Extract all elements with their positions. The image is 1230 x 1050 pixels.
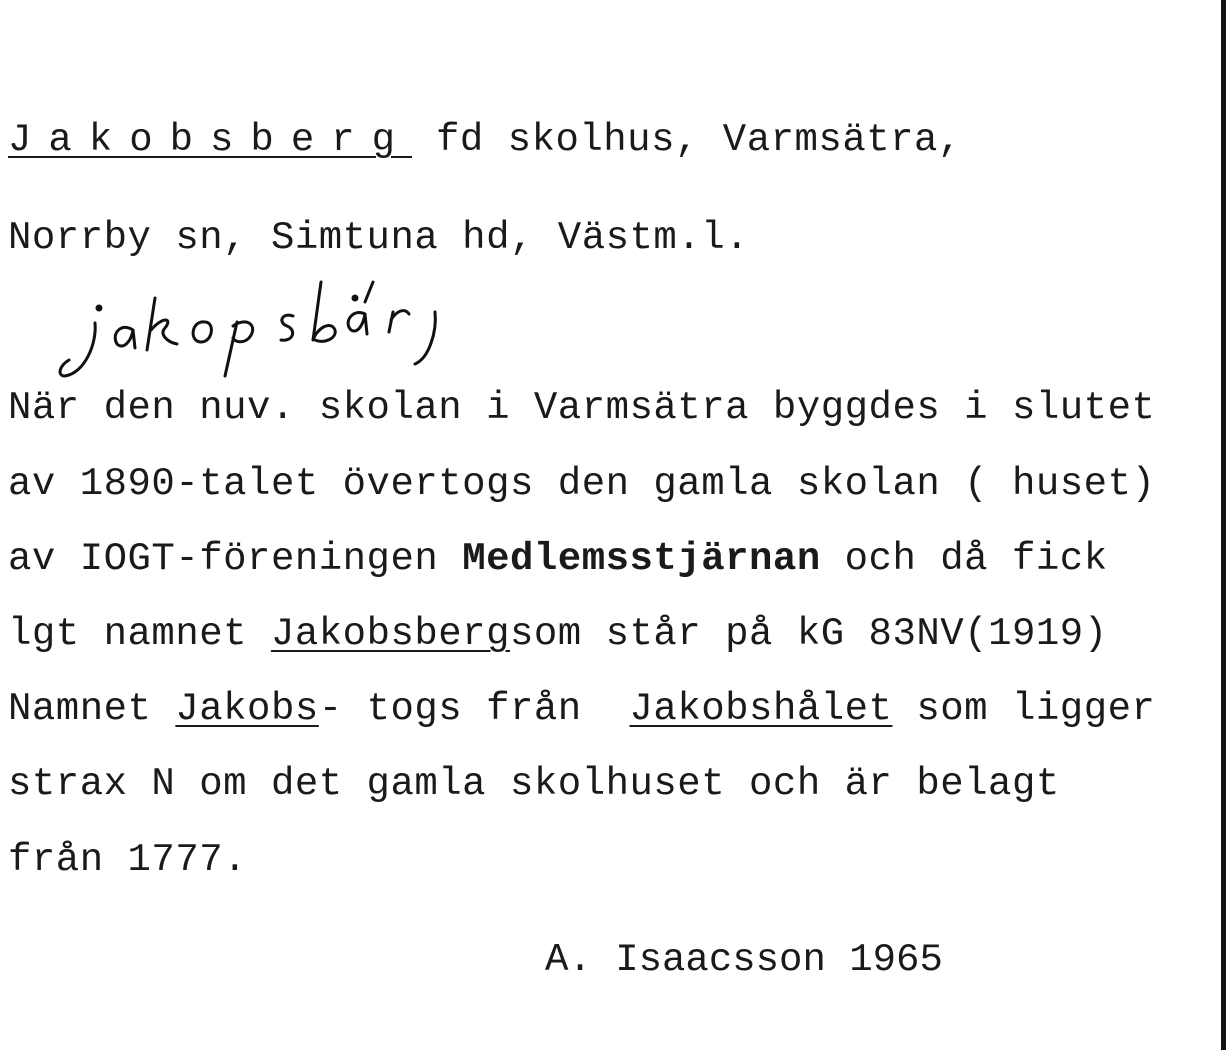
location-line: Norrby sn, Simtuna hd, Västm.l. xyxy=(8,216,750,260)
underlined-name: Jakobshålet xyxy=(629,687,893,731)
underlined-name: Jakobsberg xyxy=(270,612,510,656)
body-text: av IOGT-föreningen xyxy=(8,537,463,581)
card-edge xyxy=(1221,0,1226,1050)
underlined-name: Jakobs xyxy=(175,687,319,731)
body-line-7: från 1777. xyxy=(8,838,248,882)
body-line-6: strax N om det gamla skolhuset och är belagt xyxy=(8,762,1060,806)
body-line-5 xyxy=(8,687,1155,731)
signature: A. Isaacsson 1965 xyxy=(545,938,943,982)
heading-description: fd skolhus, Varmsätra, xyxy=(412,118,962,162)
handwritten-pronunciation xyxy=(55,268,525,383)
body-line-1: När den nuv. skolan i Varmsätra byggdes i slutet xyxy=(8,386,1156,430)
body-text: lgt namnet xyxy=(8,612,271,656)
body-line-4 xyxy=(8,612,1108,656)
body-text: Namnet xyxy=(8,687,176,731)
body-line-3 xyxy=(8,537,1108,581)
society-name: Medlemsstjärnan xyxy=(462,537,821,581)
body-text: och då fick xyxy=(820,537,1108,581)
body-text: - togs från xyxy=(318,687,630,731)
body-line-2: av 1890-talet övertogs den gamla skolan ( huset) xyxy=(8,462,1156,506)
body-text: som ligger xyxy=(892,687,1156,731)
heading-line xyxy=(8,118,962,162)
place-name: Jakobsberg xyxy=(8,118,413,162)
body-text: som står på kG 83NV(1919) xyxy=(510,612,1108,656)
